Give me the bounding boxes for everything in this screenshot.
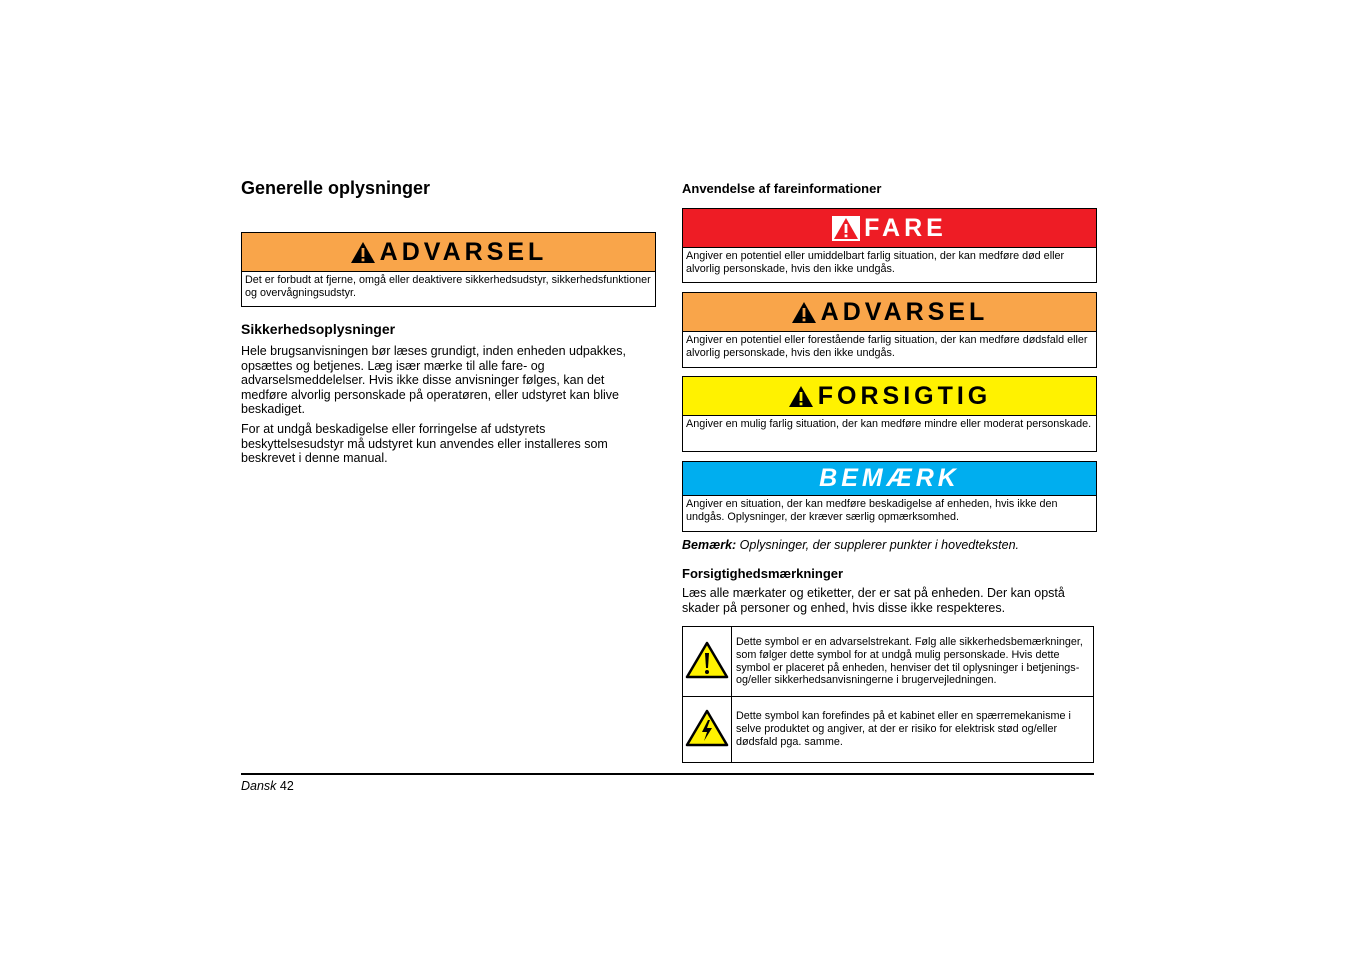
advarsel-box	[682, 292, 1097, 368]
electric-shock-icon	[685, 709, 729, 747]
precaution-symbol-table	[682, 626, 1094, 763]
note-line	[682, 538, 1097, 553]
symbol-description: Dette symbol er en advarselstrekant. Følg alle sikkerhedsbemærkninger, som følger dette symbol for at undgå mulig personskade. Hvis dette symbol er placeret på enheden, henviser det til oplysninger i betjenings- og/eller sikkerhedsanvisningerne i brugervejledningen.	[732, 627, 1094, 697]
warning-triangle-icon	[832, 216, 860, 241]
symbol-cell	[683, 697, 732, 763]
table-row	[683, 697, 1094, 763]
warning-triangle-icon	[350, 241, 376, 264]
table-row	[683, 627, 1094, 697]
warning-triangle-icon	[788, 385, 814, 408]
caution-text: Angiver en mulig farlig situation, der kan medføre mindre eller moderat personskade.	[686, 418, 1092, 430]
advarsel-band	[683, 293, 1096, 332]
footer-language: Dansk	[241, 779, 277, 793]
notice-text: Angiver en situation, der kan medføre beskadigelse af enheden, hvis ikke den undgås. Oplysninger, der kræver særlig opmærksomhed.	[686, 498, 1058, 523]
advarsel-text: Angiver en potentiel eller forestående farlig situation, der kan medføre dødsfald eller alvorlig personskade, hvis den ikke undgås.	[686, 334, 1088, 359]
warning-triangle-icon	[685, 641, 729, 679]
labels-heading: Forsigtighedsmærkninger	[682, 566, 844, 581]
caution-label: FORSIGTIG	[817, 381, 992, 410]
page-title: Generelle oplysninger	[241, 178, 431, 198]
notice-label: BEMÆRK	[819, 464, 960, 492]
warning-box	[241, 232, 656, 307]
advarsel-label: ADVARSEL	[820, 297, 989, 326]
warning-band	[242, 233, 655, 272]
footer	[241, 779, 294, 793]
safety-paragraph-1: Hele brugsanvisningen bør læses grundigt, inden enheden udpakkes, opsættes og betjenes. Læg især mærke til alle fare- og advarselsmeddelelser. Hvis ikke disse anvisninger følges, kan det medføre alvorlig personskade på operatøren, eller udstyret kan blive beskadiget.	[241, 344, 626, 417]
safety-heading: Sikkerhedsoplysninger	[241, 321, 396, 337]
labels-paragraph: Læs alle mærkater og etiketter, der er sat på enheden. Der kan opstå skader på personer og enhed, hvis disse ikke respekteres.	[682, 586, 1065, 615]
danger-label: FARE	[864, 213, 947, 242]
footer-rule	[241, 773, 1094, 775]
danger-box	[682, 208, 1097, 283]
page-number: 42	[279, 779, 294, 793]
symbol-description: Dette symbol kan forefindes på et kabinet eller en spærremekanisme i selve produktet og angiver, at der er risiko for elektrisk stød og/eller dødsfald pga. samme.	[732, 697, 1094, 763]
caution-box	[682, 376, 1097, 452]
warning-label: ADVARSEL	[379, 237, 548, 266]
danger-text: Angiver en potentiel eller umiddelbart farlig situation, der kan medføre død eller alvorlig personskade, hvis den ikke undgås.	[686, 250, 1065, 275]
danger-band	[683, 209, 1096, 248]
note-text: Oplysninger, der supplerer punkter i hovedteksten.	[739, 538, 1019, 552]
note-label: Bemærk:	[682, 538, 737, 552]
symbol-cell	[683, 627, 732, 697]
notice-box	[682, 461, 1097, 532]
safety-paragraph-2: For at undgå beskadigelse eller forringelse af udstyrets beskyttelsesudstyr må udstyret kun anvendes eller installeres som beskrevet i denne manual.	[241, 422, 608, 466]
warning-text: Det er forbudt at fjerne, omgå eller deaktivere sikkerhedsudstyr, sikkerhedsfunktioner og overvågningsudstyr.	[245, 274, 651, 299]
notice-band	[683, 462, 1096, 496]
hazard-info-heading: Anvendelse af fareinformationer	[682, 181, 882, 196]
caution-band	[683, 377, 1096, 416]
warning-triangle-icon	[791, 301, 817, 324]
